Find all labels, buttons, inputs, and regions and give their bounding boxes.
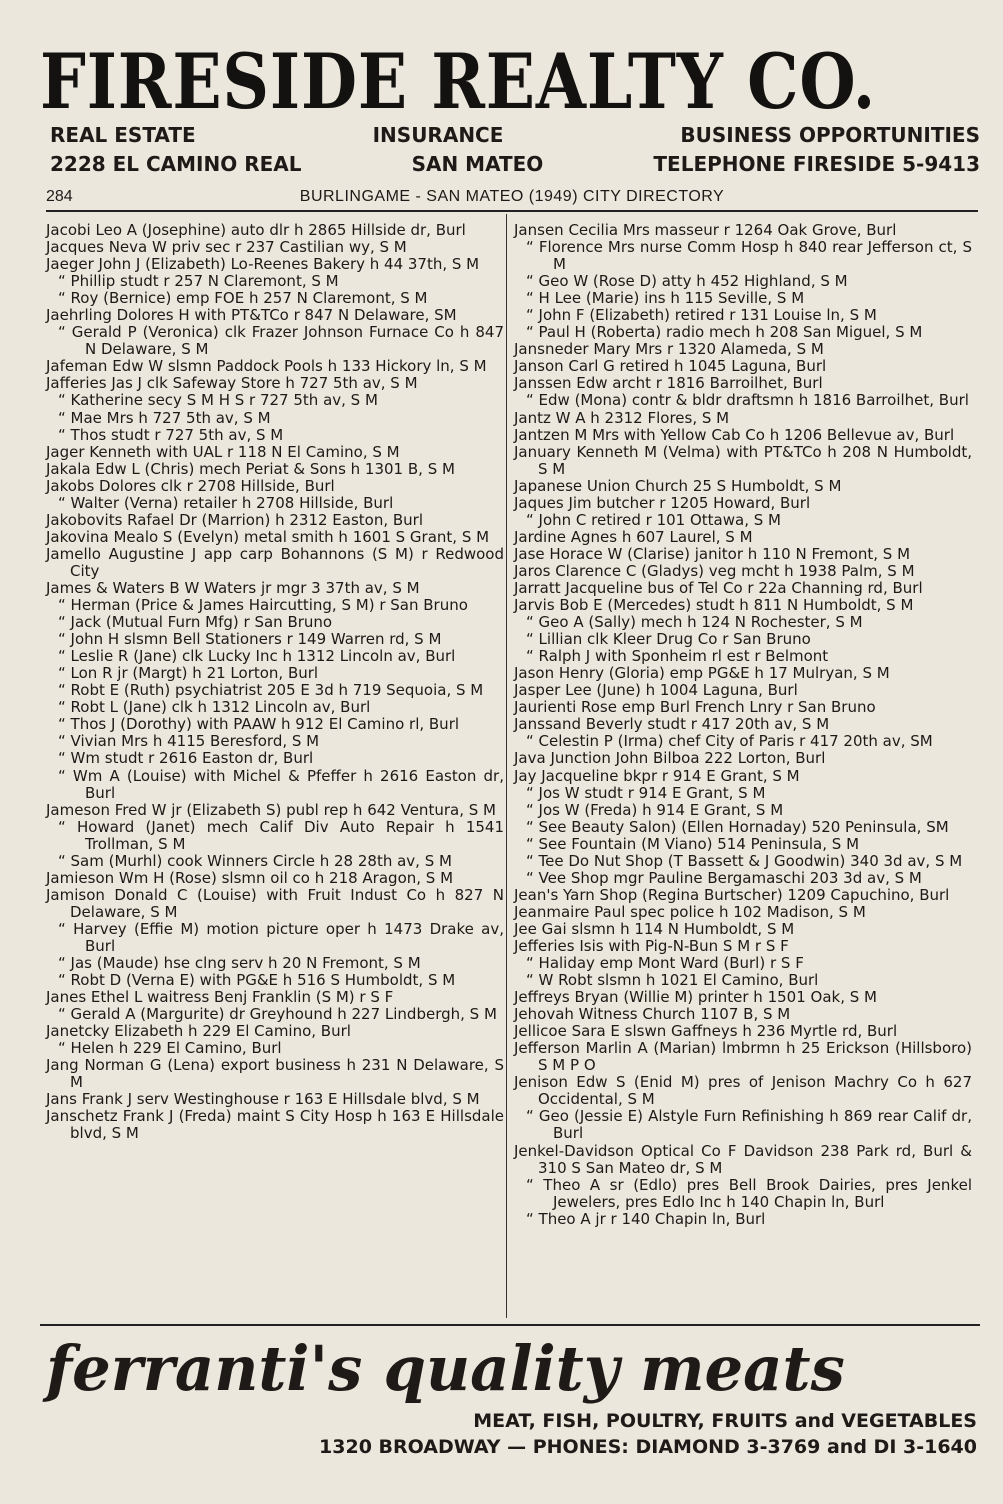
directory-entry: “ Lillian clk Kleer Drug Co r San Bruno <box>526 630 811 649</box>
directory-entry: “ Helen h 229 El Camino, Burl <box>58 1039 282 1058</box>
directory-entry: Jansen Cecilia Mrs masseur r 1264 Oak Grove, Burl <box>514 221 897 239</box>
directory-entry: “ W Robt slsmn h 1021 El Camino, Burl <box>526 971 819 990</box>
column-divider <box>506 214 507 1318</box>
directory-entry: “ John C retired r 101 Ottawa, S M <box>526 510 781 529</box>
directory-entry: “ Haliday emp Mont Ward (Burl) r S F <box>526 954 804 973</box>
directory-entry: “ Wm studt r 2616 Easton dr, Burl <box>58 749 314 768</box>
directory-entry: “ See Beauty Salon) (Ellen Hornaday) 520 Peninsula, SM <box>526 817 949 836</box>
directory-entry: Jardine Agnes h 607 Laurel, S M <box>514 527 753 546</box>
directory-entry: Japanese Union Church 25 S Humboldt, S M <box>514 476 842 495</box>
banner-address: 2228 EL CAMINO REAL <box>50 152 302 176</box>
directory-entry: “ Vivian Mrs h 4115 Beresford, S M <box>58 732 320 751</box>
directory-entry: “ Harvey (Effie M) motion picture oper h 1473 Drake av, Burl <box>58 919 504 955</box>
directory-entry: “ Walter (Verna) retailer h 2708 Hillside, Burl <box>58 493 394 512</box>
directory-entry: “ H Lee (Marie) ins h 115 Seville, S M <box>526 289 805 308</box>
directory-entry: Jenkel-Davidson Optical Co F Davidson 238 Park rd, Burl & 310 S San Mateo dr, S M <box>514 1141 972 1177</box>
directory-entry: “ Thos studt r 727 5th av, S M <box>58 425 284 444</box>
directory-entry: Jakobovits Rafael Dr (Marrion) h 2312 Easton, Burl <box>46 510 424 529</box>
directory-entry: Jellicoe Sara E slswn Gaffneys h 236 Myrtle rd, Burl <box>514 1022 898 1041</box>
directory-entry: “ Geo A (Sally) mech h 124 N Rochester, S M <box>526 613 863 632</box>
directory-entry: “ Robt L (Jane) clk h 1312 Lincoln av, Burl <box>58 698 371 717</box>
directory-entry: Jakovina Mealo S (Evelyn) metal smith h 1601 S Grant, S M <box>46 527 490 546</box>
ad-address-phones: 1320 BROADWAY — PHONES: DIAMOND 3-3769 and DI 3-1640 <box>319 1436 977 1458</box>
directory-entry: “ Celestin P (Irma) chef City of Paris r 417 20th av, SM <box>526 732 933 751</box>
directory-entry: Jefferson Marlin A (Marian) lmbrmn h 25 Erickson (Hillsboro) S M P O <box>514 1039 972 1075</box>
directory-entry: Jafferies Jas J clk Safeway Store h 727 5th av, S M <box>46 374 418 393</box>
directory-entry: Janschetz Frank J (Freda) maint S City Hosp h 163 E Hillsdale blvd, S M <box>46 1107 504 1143</box>
banner-business-opportunities: BUSINESS OPPORTUNITIES <box>680 123 980 147</box>
directory-entry: “ Lon R jr (Margt) h 21 Lorton, Burl <box>58 664 319 683</box>
banner-insurance: INSURANCE <box>372 123 504 147</box>
banner-services-row <box>50 123 980 147</box>
directory-entry: “ Paul H (Roberta) radio mech h 208 San Miguel, S M <box>526 323 923 342</box>
directory-entry: Jang Norman G (Lena) export business h 231 N Delaware, S M <box>46 1056 504 1092</box>
directory-entry: Janes Ethel L waitress Benj Franklin (S M) r S F <box>46 988 394 1007</box>
directory-entry: Jacobi Leo A (Josephine) auto dlr h 2865 Hillside dr, Burl <box>46 221 466 239</box>
directory-entry: “ Howard (Janet) mech Calif Div Auto Repair h 1541 Trollman, S M <box>58 817 504 853</box>
directory-entry: “ Tee Do Nut Shop (T Bassett & J Goodwin) 340 3d av, S M <box>526 851 963 870</box>
directory-entry: “ Jos W studt r 914 E Grant, S M <box>526 783 766 802</box>
directory-entry: Jason Henry (Gloria) emp PG&E h 17 Mulryan, S M <box>514 664 890 683</box>
directory-entry: “ Gerald A (Margurite) dr Greyhound h 227 Lindbergh, S M <box>58 1005 497 1024</box>
footer-rule <box>40 1324 980 1326</box>
directory-entry: Jager Kenneth with UAL r 118 N El Camino, S M <box>46 442 400 461</box>
directory-entry: “ Robt E (Ruth) psychiatrist 205 E 3d h 719 Sequoia, S M <box>58 681 484 700</box>
directory-entry: “ Sam (Murhl) cook Winners Circle h 28 28th av, S M <box>58 851 452 870</box>
banner-real-estate: REAL ESTATE <box>50 123 196 147</box>
page-header <box>46 184 978 212</box>
directory-entry: Jaehrling Dolores H with PT&TCo r 847 N Delaware, SM <box>46 306 457 325</box>
directory-entry: Jafeman Edw W slsmn Paddock Pools h 133 Hickory ln, S M <box>46 357 487 376</box>
directory-entry: “ Mae Mrs h 727 5th av, S M <box>58 408 271 427</box>
banner-city: SAN MATEO <box>411 152 544 176</box>
directory-entry: “ Robt D (Verna E) with PG&E h 516 S Humboldt, S M <box>58 971 456 990</box>
directory-entry: Jasper Lee (June) h 1004 Laguna, Burl <box>514 681 798 700</box>
right-column <box>514 222 972 1228</box>
directory-entry: Jantzen M Mrs with Yellow Cab Co h 1206 Bellevue av, Burl <box>514 425 955 444</box>
directory-entry: Janetcky Elizabeth h 229 El Camino, Burl <box>46 1022 351 1041</box>
directory-entry: Janssen Edw archt r 1816 Barroilhet, Burl <box>514 374 823 393</box>
directory-entry: Jameson Fred W jr (Elizabeth S) publ rep h 642 Ventura, S M <box>46 800 496 819</box>
directory-entry: “ Jack (Mutual Furn Mfg) r San Bruno <box>58 613 333 632</box>
directory-entry: January Kenneth M (Velma) with PT&TCo h 208 N Humboldt, S M <box>514 442 972 478</box>
directory-entry: “ Edw (Mona) contr & bldr draftsmn h 1816 Barroilhet, Burl <box>526 391 969 410</box>
ad-products: MEAT, FISH, POULTRY, FRUITS and VEGETABLES <box>473 1410 977 1432</box>
directory-entry: “ John H slsmn Bell Stationers r 149 Warren rd, S M <box>58 630 442 649</box>
directory-entry: Jakala Edw L (Chris) mech Periat & Sons h 1301 B, S M <box>46 459 455 478</box>
page-number: 284 <box>46 188 73 205</box>
banner-title: FIRESIDE REALTY CO. <box>40 37 877 126</box>
directory-entry: Jefferies Isis with Pig-N-Bun S M r S F <box>514 936 789 955</box>
directory-entry: Jay Jacqueline bkpr r 914 E Grant, S M <box>514 766 800 785</box>
directory-entry: “ Thos J (Dorothy) with PAAW h 912 El Camino rl, Burl <box>58 715 460 734</box>
directory-entry: “ Jas (Maude) hse clng serv h 20 N Fremont, S M <box>58 954 421 973</box>
directory-entry: “ Geo W (Rose D) atty h 452 Highland, S M <box>526 272 848 291</box>
banner-telephone: TELEPHONE FIRESIDE 5-9413 <box>653 152 980 176</box>
directory-entry: Jacques Neva W priv sec r 237 Castilian wy, S M <box>46 238 407 257</box>
directory-entry: Jean's Yarn Shop (Regina Burtscher) 1209 Capuchino, Burl <box>514 885 950 904</box>
directory-entry: Jehovah Witness Church 1107 B, S M <box>514 1005 791 1024</box>
directory-entry: “ Wm A (Louise) with Michel & Pfeffer h 2616 Easton dr, Burl <box>58 766 504 802</box>
directory-entry: “ Florence Mrs nurse Comm Hosp h 840 rear Jefferson ct, S M <box>526 238 972 274</box>
directory-entry: Jeanmaire Paul spec police h 102 Madison, S M <box>514 902 866 921</box>
directory-entry: “ Katherine secy S M H S r 727 5th av, S M <box>58 391 378 410</box>
directory-entry: Jaurienti Rose emp Burl French Lnry r San Bruno <box>514 698 876 717</box>
directory-entry: “ Phillip studt r 257 N Claremont, S M <box>58 272 339 291</box>
directory-entry: “ Geo (Jessie E) Alstyle Furn Refinishing h 869 rear Calif dr, Burl <box>526 1107 972 1143</box>
directory-entry: Jarvis Bob E (Mercedes) studt h 811 N Humboldt, S M <box>514 596 914 615</box>
directory-entry: Jee Gai slsmn h 114 N Humboldt, S M <box>514 919 795 938</box>
directory-entry: Jamieson Wm H (Rose) slsmn oil co h 218 Aragon, S M <box>46 868 454 887</box>
ad-title: ferranti's quality meats <box>46 1332 845 1405</box>
directory-entry: Janson Carl G retired h 1045 Laguna, Burl <box>514 357 827 376</box>
directory-entry: “ Roy (Bernice) emp FOE h 257 N Claremont, S M <box>58 289 428 308</box>
directory-entry: “ Theo A sr (Edlo) pres Bell Brook Dairies, pres Jenkel Jewelers, pres Edlo Inc h 140 Chapin ln, Burl <box>526 1175 972 1211</box>
directory-entry: Jakobs Dolores clk r 2708 Hillside, Burl <box>46 476 335 495</box>
directory-entry: “ Herman (Price & James Haircutting, S M) r San Bruno <box>58 596 468 615</box>
directory-entry: Jans Frank J serv Westinghouse r 163 E Hillsdale blvd, S M <box>46 1090 480 1109</box>
directory-entry: “ Vee Shop mgr Pauline Bergamaschi 203 3d av, S M <box>526 868 922 887</box>
running-head: BURLINGAME - SAN MATEO (1949) CITY DIRECTORY <box>299 188 725 205</box>
directory-entry: “ Ralph J with Sponheim rl est r Belmont <box>526 647 829 666</box>
directory-entry: Jarratt Jacqueline bus of Tel Co r 22a Channing rd, Burl <box>514 578 923 597</box>
directory-entry: Jamello Augustine J app carp Bohannons (S M) r Redwood City <box>46 544 504 580</box>
directory-entry: “ Jos W (Freda) h 914 E Grant, S M <box>526 800 784 819</box>
directory-entry: Jase Horace W (Clarise) janitor h 110 N Fremont, S M <box>514 544 911 563</box>
directory-entry: Jeffreys Bryan (Willie M) printer h 1501 Oak, S M <box>514 988 877 1007</box>
left-column <box>46 222 504 1143</box>
directory-entry: Java Junction John Bilboa 222 Lorton, Burl <box>514 749 826 768</box>
directory-entry: Jansneder Mary Mrs r 1320 Alameda, S M <box>514 340 824 359</box>
directory-entry: “ John F (Elizabeth) retired r 131 Louise ln, S M <box>526 306 877 325</box>
directory-entry: “ Theo A jr r 140 Chapin ln, Burl <box>526 1209 766 1228</box>
directory-entry: Jamison Donald C (Louise) with Fruit Indust Co h 827 N Delaware, S M <box>46 885 504 921</box>
directory-entry: Jenison Edw S (Enid M) pres of Jenison Machry Co h 627 Occidental, S M <box>514 1073 972 1109</box>
directory-entry: Jantz W A h 2312 Flores, S M <box>514 408 730 427</box>
directory-entry: “ Leslie R (Jane) clk Lucky Inc h 1312 Lincoln av, Burl <box>58 647 456 666</box>
directory-entry: James & Waters B W Waters jr mgr 3 37th av, S M <box>46 578 420 597</box>
directory-entry: Janssand Beverly studt r 417 20th av, S M <box>514 715 830 734</box>
directory-entry: “ Gerald P (Veronica) clk Frazer Johnson Furnace Co h 847 N Delaware, S M <box>58 323 504 359</box>
directory-entry: Jaros Clarence C (Gladys) veg mcht h 1938 Palm, S M <box>514 561 915 580</box>
banner-contact-row <box>50 152 980 176</box>
directory-entry: “ See Fountain (M Viano) 514 Peninsula, S M <box>526 834 860 853</box>
directory-entry: Jaques Jim butcher r 1205 Howard, Burl <box>514 493 811 512</box>
directory-entry: Jaeger John J (Elizabeth) Lo-Reenes Bakery h 44 37th, S M <box>46 255 480 274</box>
